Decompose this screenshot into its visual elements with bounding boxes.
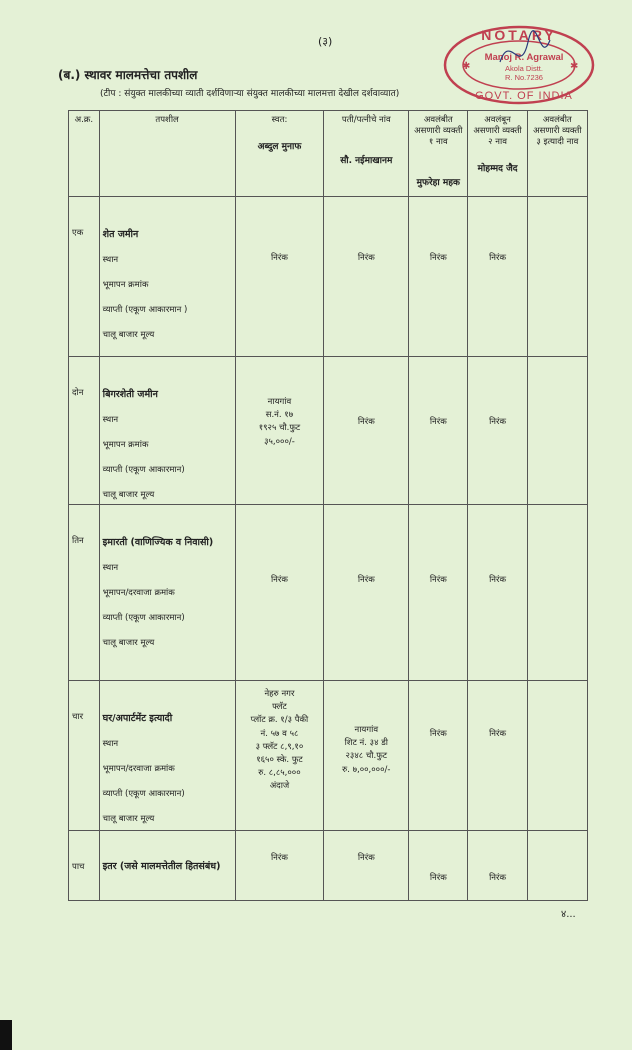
section-note: (टीप : संयुक्त मालकीच्या व्याती दर्शविणाऱ्या संयुक्त मालकीच्या मालमत्ता देखील दर्शवाव्यात) (100, 89, 400, 99)
row-details (99, 357, 235, 505)
category-title: शेत जमीन (102, 229, 139, 240)
cell-value: निरंक (429, 873, 447, 883)
row-sr: पाच (69, 831, 100, 901)
cell-value: निरंक (429, 729, 447, 739)
cell-value: निरंक (270, 853, 288, 863)
header-dep1: अवलंबीत असणारी व्यक्ती १ नाव मुफरेहा महक (409, 111, 468, 197)
row-dep1-value (409, 681, 468, 831)
detail-line: स्थान (102, 255, 119, 265)
cell-value: निरंक (489, 253, 507, 263)
detail-line: स्थान (102, 563, 119, 573)
row-self-value (235, 357, 324, 505)
detail-line: व्याप्ती (एकूण आकारमान) (102, 465, 185, 475)
table-row (69, 681, 588, 831)
detail-line: भूमापन/दरवाजा क्रमांक (102, 764, 175, 774)
dep1-name: मुफरेहा महक (416, 178, 460, 188)
header-row (69, 111, 588, 197)
row-dep3-value (527, 831, 587, 901)
stamp-place: Akola Distt. (505, 64, 543, 73)
category-title: इतर (जसे मालमत्तेतील हितसंबंध) (102, 861, 221, 872)
property-table (68, 110, 588, 901)
row-self-value (235, 681, 324, 831)
row-sr: एक (69, 197, 100, 357)
cell-value: नायगांव स.नं. १७ १९२५ चौ.फुट ३५,०००/- (258, 397, 301, 447)
row-dep2-value (468, 831, 527, 901)
row-dep3-value (527, 357, 587, 505)
row-dep1-value (409, 357, 468, 505)
cell-value: निरंक (489, 873, 507, 883)
detail-line: भूमापन/दरवाजा क्रमांक (102, 588, 175, 598)
row-sr: चार (69, 681, 100, 831)
dep2-name: मोहम्मद जैद (477, 164, 518, 174)
row-spouse-value (324, 197, 409, 357)
cell-value: निरंक (429, 253, 447, 263)
table-row (69, 831, 588, 901)
cell-value: निरंक (357, 417, 375, 427)
cell-value: निरंक (270, 575, 288, 585)
row-spouse-value (324, 831, 409, 901)
row-dep2-value (468, 357, 527, 505)
continuation-marker: ४... (561, 909, 576, 920)
cell-value: निरंक (429, 417, 447, 427)
detail-line: चालू बाजार मूल्य (102, 330, 155, 340)
row-dep1-value (409, 505, 468, 681)
stamp-top: NOTARY (481, 27, 557, 43)
row-dep2-value (468, 505, 527, 681)
page-number: (३) (318, 35, 333, 48)
detail-line: भूमापन क्रमांक (102, 280, 149, 290)
detail-line: भूमापन क्रमांक (102, 440, 149, 450)
row-self-value (235, 505, 324, 681)
cell-value (531, 200, 584, 252)
detail-line: व्याप्ती (एकूण आकारमान) (102, 789, 185, 799)
detail-line: व्याप्ती (एकूण आकारमान ) (102, 305, 188, 315)
cell-value (531, 508, 584, 574)
section-heading: (ब.) स्थावर मालमत्तेचा तपशील (58, 68, 198, 82)
row-dep2-value (468, 197, 527, 357)
scan-edge (0, 1020, 12, 1050)
spouse-name: सौ. नईमाखानम (340, 156, 393, 166)
cell-value (531, 360, 584, 416)
header-dep2: अवलंबून असणारी व्यक्ती २ नाव मोहम्मद जैद (468, 111, 527, 197)
row-self-value (235, 831, 324, 901)
cell-value (531, 834, 584, 872)
row-dep3-value (527, 505, 587, 681)
cell-value: नेहरु नगर फ्लॅट प्लॉट क्र. १/३ पैकी नं. ५७ व ५८ ३ फ्लॅट ८,९,१० १६५० स्के. फुट रु. ८,८५,००० अंदाजे (250, 689, 309, 792)
row-details (99, 831, 235, 901)
row-sr: तिन (69, 505, 100, 681)
row-spouse-value (324, 681, 409, 831)
row-dep2-value (468, 681, 527, 831)
table-row (69, 505, 588, 681)
cell-value: निरंक (489, 729, 507, 739)
detail-line: चालू बाजार मूल्य (102, 814, 155, 824)
table-row (69, 357, 588, 505)
header-sr: अ.क्र. (69, 111, 100, 197)
stamp-name: Manoj R. Agrawal (484, 52, 564, 63)
row-sr: दोन (69, 357, 100, 505)
cell-value: निरंक (489, 575, 507, 585)
stamp-reg: R. No.7236 (505, 73, 543, 82)
row-details (99, 197, 235, 357)
row-dep1-value (409, 197, 468, 357)
svg-text:✱: ✱ (462, 61, 471, 72)
category-title: बिगरशेती जमीन (102, 389, 158, 400)
cell-value: निरंक (270, 253, 288, 263)
row-dep3-value (527, 197, 587, 357)
header-self: स्वत: अब्दुल मुनाफ (235, 111, 324, 197)
category-title: इमारती (वाणिज्यिक व निवासी) (102, 537, 214, 548)
detail-line: व्याप्ती (एकूण आकारमान) (102, 613, 185, 623)
row-dep3-value (527, 681, 587, 831)
category-title: घर/अपार्टमेंट इत्यादी (102, 713, 173, 724)
header-spouse: पती/पत्नीचे नांव सौ. नईमाखानम (324, 111, 409, 197)
cell-value: नायगांव शिट नं. ३४ डी २३४८ चौ.फुट रु. ७,००,०००/- (342, 725, 391, 775)
stamp-bottom: GOVT. OF INDIA (475, 90, 573, 102)
notary-stamp (440, 22, 598, 108)
detail-line: चालू बाजार मूल्य (102, 638, 155, 648)
row-dep1-value (409, 831, 468, 901)
cell-value: निरंक (357, 853, 375, 863)
cell-value (531, 684, 584, 728)
cell-value: निरंक (489, 417, 507, 427)
row-self-value (235, 197, 324, 357)
table-row (69, 197, 588, 357)
detail-line: स्थान (102, 415, 119, 425)
header-dep3: अवलंबीत असणारी व्यक्ती ३ इत्यादी नाव (527, 111, 587, 197)
self-name: अब्दुल मुनाफ (257, 142, 302, 152)
cell-value: निरंक (357, 253, 375, 263)
cell-value: निरंक (429, 575, 447, 585)
row-spouse-value (324, 357, 409, 505)
row-details (99, 681, 235, 831)
detail-line: चालू बाजार मूल्य (102, 490, 155, 500)
cell-value: निरंक (357, 575, 375, 585)
svg-text:✱: ✱ (570, 61, 579, 72)
detail-line: स्थान (102, 739, 119, 749)
header-details: तपशील (99, 111, 235, 197)
row-spouse-value (324, 505, 409, 681)
row-details (99, 505, 235, 681)
